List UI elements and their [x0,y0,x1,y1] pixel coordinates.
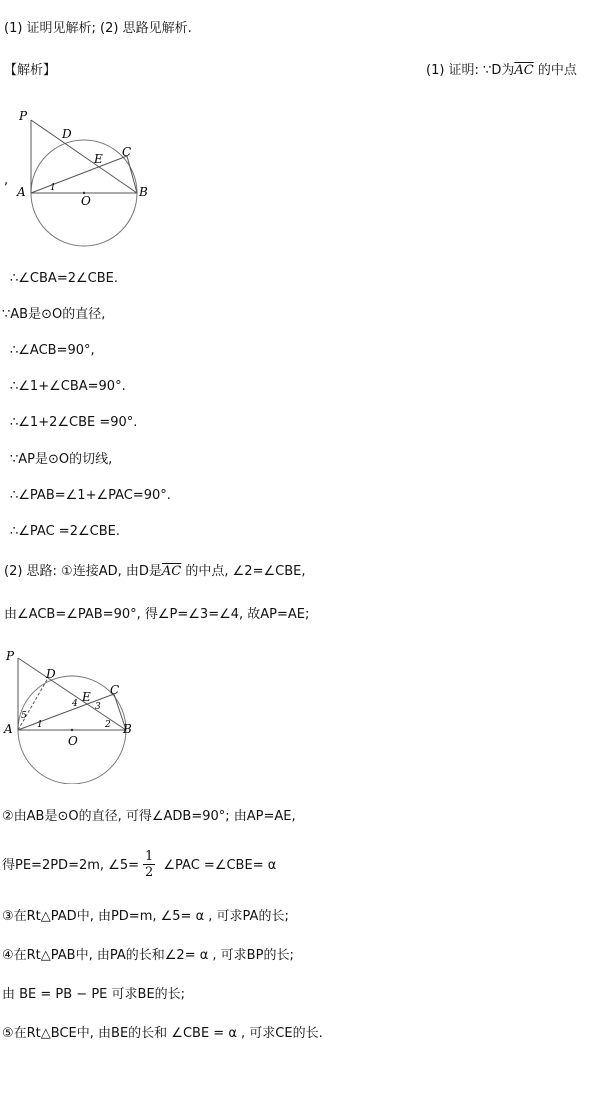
label-B: B [139,185,148,199]
step1-7: ∴∠PAC =2∠CBE. [10,524,120,539]
step2-2: 得PE=2PD=2m, ∠5= $\frac{1}{2}$ ∠PAC =∠CBE= α [2,849,277,880]
step2-6: ⑤在Rt△BCE中, 由BE的长和 ∠CBE = α , 可求CE的长. [2,1026,323,1041]
label2-O: O [68,734,78,748]
step1-2: ∴∠ACB=90°, [10,343,95,358]
label2-P: P [6,649,15,663]
label2-angle-1: 1 [37,720,43,730]
part2-line1: (2) 思路: ①连接AD, 由D是$\overline{AC}$ 的中点, ∠2=∠CBE, [4,564,306,579]
label2-D: D [46,667,56,681]
label2-B: B [123,722,132,736]
label2-A: A [4,722,13,736]
part2-line2: 由∠ACB=∠PAB=90°, 得∠P=∠3=∠4, 故AP=AE; [4,607,310,622]
step1-5: ∵AP是⊙O的切线, [10,452,113,467]
step2-5: 由 BE = PB − PE 可求BE的长; [2,987,186,1002]
label2-angle-3: 3 [95,702,101,712]
label-C: C [122,145,132,159]
step1-3: ∴∠1+∠CBA=90°. [10,379,126,394]
label-D: D [62,127,72,141]
step1-1: ∵AB是⊙O的直径, [2,307,106,322]
label-O: O [81,194,91,208]
step1-4: ∴∠1+2∠CBE =90°. [10,415,138,430]
answer-line: (1) 证明见解析; (2) 思路见解析. [4,21,192,36]
step2-3: ③在Rt△PAD中, 由PD=m, ∠5= α , 可求PA的长; [2,909,289,924]
step2-1: ②由AB是⊙O的直径, 可得∠ADB=90°; 由AP=AE, [2,809,296,824]
label2-angle-5: 5 [21,711,27,721]
label-A: A [17,185,26,199]
figure-1 [10,108,160,248]
fraction-half: $\frac{1}{2}$ [144,849,154,880]
label-E: E [94,152,103,166]
label-angle-1: 1 [50,183,56,193]
proof-intro: (1) 证明: ∵D为$\overline{AC}$ 的中点 [426,63,577,78]
step1-0: ∴∠CBA=2∠CBE. [10,271,118,286]
figure-2 [0,644,150,784]
fig1-comma: , [4,173,9,188]
analysis-label: 【解析】 [4,63,57,78]
label2-E: E [82,690,91,704]
label-P: P [19,109,28,123]
label2-C: C [110,683,120,697]
label2-angle-4: 4 [72,699,78,709]
step1-6: ∴∠PAB=∠1+∠PAC=90°. [10,488,171,503]
label2-angle-2: 2 [105,720,111,730]
step2-4: ④在Rt△PAB中, 由PA的长和∠2= α , 可求BP的长; [2,948,294,963]
